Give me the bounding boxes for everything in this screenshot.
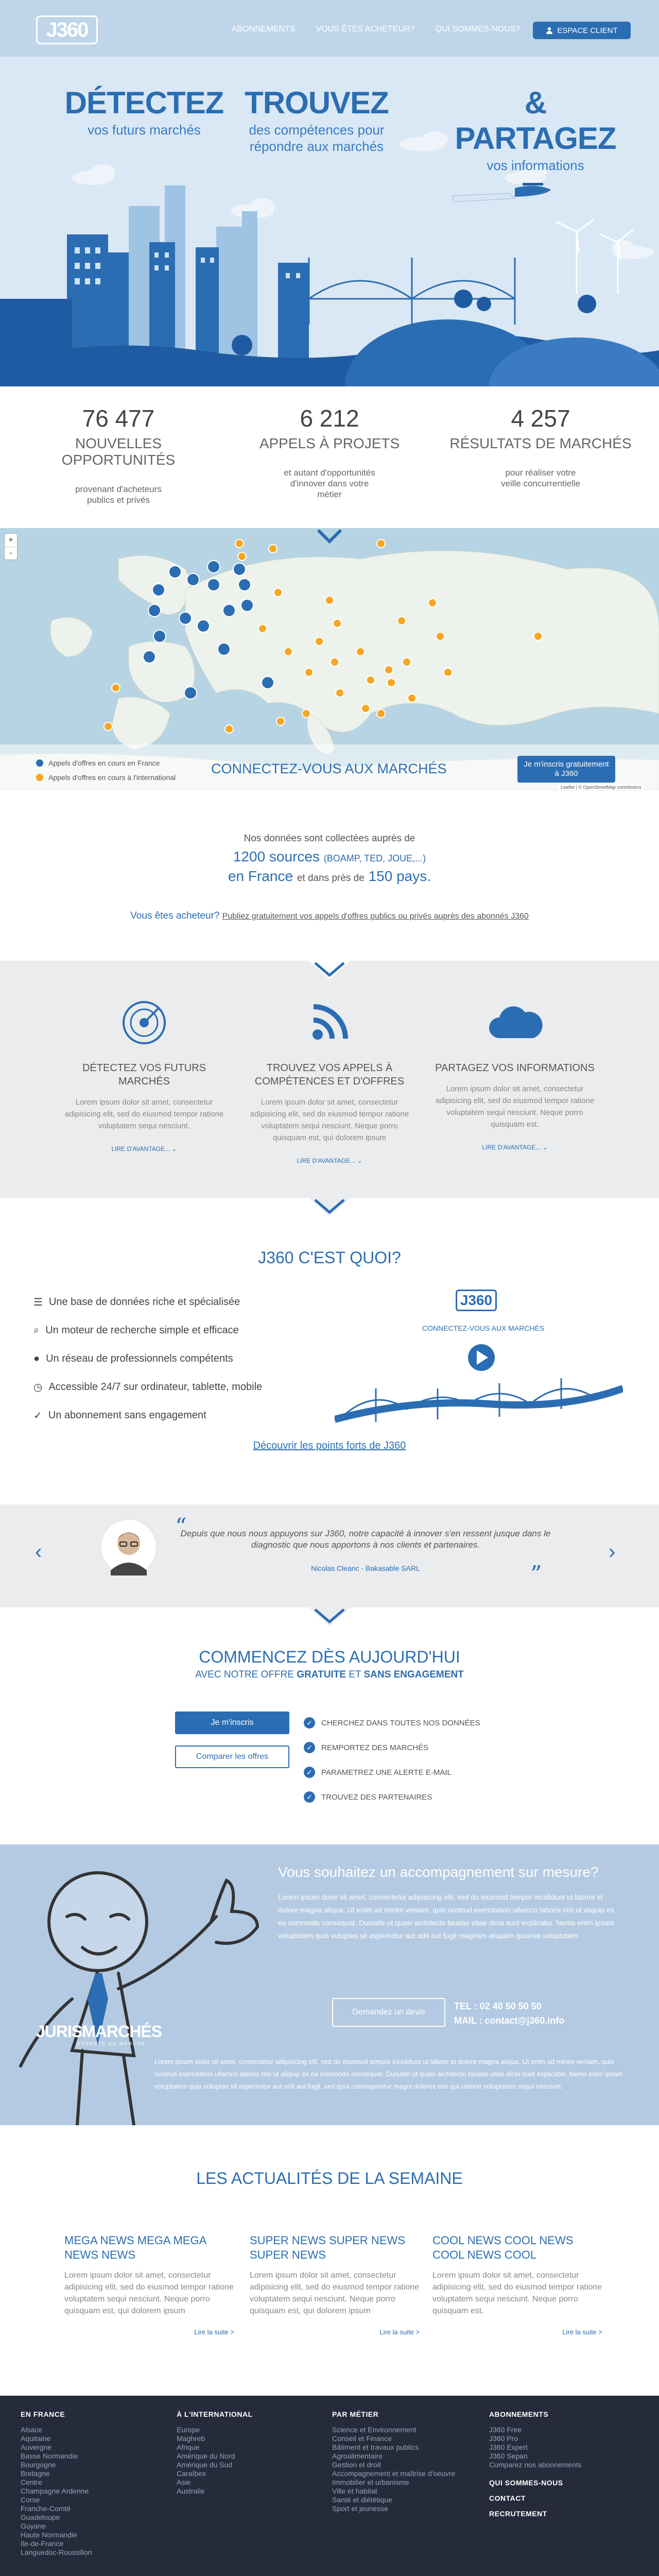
- sources-countries: 150 pays.: [368, 868, 431, 884]
- about-item-label: Un réseau de professionnels compétents: [46, 1353, 233, 1364]
- marker-france[interactable]: [262, 676, 274, 689]
- cta-section: [0, 1607, 659, 1844]
- stat-appels: [232, 404, 427, 500]
- footer-link[interactable]: Amérique du Sud: [177, 2461, 233, 2469]
- about-strengths-link[interactable]: Découvrir les points forts de J360: [253, 1440, 406, 1451]
- hero-subtitle: vos futurs marchés: [88, 122, 201, 138]
- news-card: [432, 2233, 602, 2336]
- map-signup-button[interactable]: Je m'inscris gratuitement à J360: [517, 756, 615, 783]
- marker-france[interactable]: [169, 566, 181, 578]
- feature-title: PARTAGEZ VOS INFORMATIONS: [435, 1062, 595, 1074]
- footer-link[interactable]: J360 Free: [489, 2426, 522, 2434]
- users-icon: ●: [33, 1353, 40, 1364]
- news-section: [0, 2125, 659, 2396]
- footer-link[interactable]: Sport et jeunesse: [332, 2504, 388, 2513]
- footer-link[interactable]: Basse Normandie: [21, 2452, 78, 2460]
- testimonial-quote: Depuis que nous nous appuyons sur J360, notre capacité à innover s'en ressent jusque dans le diagnostic que nous apportons à nos clients et partenaires.: [180, 1529, 551, 1550]
- prev-arrow-icon[interactable]: ‹: [35, 1540, 42, 1563]
- espace-client-label: ESPACE CLIENT: [557, 26, 618, 35]
- sources-intro: Nos données sont collectées auprès de: [244, 833, 415, 844]
- footer-link[interactable]: J360 Expert: [489, 2443, 528, 2451]
- footer-heading: À L'INTERNATIONAL: [177, 2410, 253, 2418]
- footer-link[interactable]: Asie: [177, 2478, 191, 2486]
- footer-link[interactable]: Accompagnement et maîtrise d'oeuvre: [332, 2469, 456, 2478]
- nav-qui-sommes-nous[interactable]: QUI SOMMES-NOUS?: [435, 25, 521, 33]
- stat-number: 76 477: [82, 405, 155, 432]
- footer-col-france: [21, 2410, 160, 2557]
- j360-logo[interactable]: J360: [36, 15, 98, 44]
- clock-icon: ◷: [33, 1382, 43, 1393]
- footer-links: [332, 2426, 471, 2513]
- marker-france[interactable]: [152, 584, 165, 596]
- footer-link[interactable]: Auvergne: [21, 2443, 51, 2451]
- zoom-in-button[interactable]: +: [5, 534, 17, 547]
- footer-link[interactable]: J360 Sepan: [489, 2452, 528, 2460]
- contact-info: [454, 1999, 564, 2028]
- news-card: [64, 2233, 234, 2336]
- sources-section: [0, 791, 659, 961]
- marker-international[interactable]: [387, 679, 395, 687]
- about-section: [0, 1198, 659, 1504]
- marker-france[interactable]: [187, 573, 199, 586]
- map-attribution[interactable]: Leaflet | © OpenStreetMap contributors: [559, 785, 644, 790]
- accompaniment-bottom-text: Lorem ipsum dolor sit amet, consectetur adipisicing elit, sed do eiusmod tempor incididunt ut labore et dolore magna aliqua. Ut enim ad minim veniam, quis nostrud exercitation ullamco laboris nisi ut aliquip ex ea commodo consequat. Duisaite ut quasi architecto beatae vitae dicta sunt explicabo. Nemo enim ipsam voluptatem quia voluptas sit aspernatur aut odit aut fugit, sed quia consequuntur magni dolores eos qui ratione voluptatem sequi nesciunt.: [154, 2058, 623, 2090]
- footer-link[interactable]: Afrique: [177, 2443, 200, 2451]
- footer-link[interactable]: J360 Pro: [489, 2434, 518, 2443]
- accompaniment-text: Lorem ipsum dolor sit amet, consectetur adipisicing elit, sed do eiusmod tempor incididunt ut labore et dolore magna aliqua. Ut enim ad minim veniam, quis nostrud exercitation ullamco laboris nisi ut aliquip ex ea commodo consequat. Duisaite ut quasi architecto beatae vitae dicta sunt explicabo. Nemo enim ipsam voluptatem quia voluptas sit aspernatur aut odit aut fugit magnam aliquam quaerat voluptatem.: [278, 1893, 614, 1940]
- marker-international[interactable]: [284, 648, 292, 656]
- chevron-down-icon: ⌄: [357, 1157, 362, 1164]
- marker-international[interactable]: [238, 552, 246, 561]
- footer-link[interactable]: Conseil et Finance: [332, 2434, 392, 2443]
- hero-partagez: [443, 85, 628, 174]
- marker-france[interactable]: [207, 561, 220, 573]
- marker-france[interactable]: [184, 687, 197, 699]
- accompaniment-title: Vous souhaitez un accompagnement sur mesure?: [278, 1864, 599, 1880]
- chevron-down-icon: ⌄: [171, 1145, 177, 1153]
- zoom-out-button[interactable]: -: [9, 549, 12, 557]
- jurismarches-brand: JURISMARCHÉS: [36, 2022, 162, 2041]
- markets-map[interactable]: [0, 528, 659, 791]
- marker-international[interactable]: [104, 722, 112, 731]
- feature-title: TROUVEZ VOS APPELS À COMPÉTENCES ET D'OFFRES: [254, 1062, 405, 1087]
- testimonial-author: Nicolas Cleanc - Bakasable SARL: [311, 1564, 420, 1572]
- footer-contact[interactable]: CONTACT: [489, 2494, 526, 2502]
- footer-link[interactable]: Science et Environnement: [332, 2426, 417, 2434]
- marker-international[interactable]: [269, 545, 277, 553]
- hero-detectez: [51, 85, 237, 138]
- benefit-label: CHERCHEZ DANS TOUTES NOS DONNÉES: [321, 1718, 480, 1727]
- footer-link[interactable]: Ville et habitat: [332, 2487, 377, 2495]
- map-legend: [36, 756, 176, 785]
- main-nav: [232, 25, 520, 34]
- sources-list: (BOAMP, TED, JOUE,...): [323, 853, 426, 863]
- testimonial-section: [0, 1504, 659, 1607]
- stat-number: 4 257: [511, 405, 570, 432]
- search-icon: ⌕: [33, 1325, 40, 1336]
- cta-title: COMMENCEZ DÈS AUJOURD'HUI: [199, 1648, 460, 1666]
- marker-international[interactable]: [367, 676, 375, 684]
- hero-subtitle: vos informations: [487, 158, 584, 173]
- benefit-item: [304, 1760, 480, 1785]
- feature-read-more[interactable]: [59, 1145, 229, 1153]
- chevron-down-icon: ⌄: [542, 1144, 548, 1151]
- footer-link[interactable]: Bretagne: [21, 2469, 50, 2478]
- cta-benefits: [304, 1710, 480, 1809]
- about-list: [33, 1288, 262, 1430]
- stat-label: RÉSULTATS DE MARCHÉS: [449, 435, 632, 451]
- marker-international[interactable]: [385, 666, 393, 674]
- footer-link[interactable]: Guadeloupe: [21, 2513, 60, 2521]
- feature-read-more[interactable]: [430, 1144, 600, 1151]
- marker-international[interactable]: [274, 588, 282, 597]
- marker-international[interactable]: [356, 648, 365, 656]
- footer-link[interactable]: Maghreb: [177, 2434, 205, 2443]
- check-icon: ✓: [304, 1791, 315, 1803]
- marker-international[interactable]: [361, 704, 370, 713]
- nav-acheteur[interactable]: VOUS ÊTES ACHETEUR?: [316, 25, 415, 33]
- about-title: J360 C'EST QUOI?: [258, 1248, 401, 1267]
- news-read-more[interactable]: Lire la suite >: [562, 2328, 602, 2336]
- marker-international[interactable]: [258, 624, 267, 633]
- about-item-label: Un abonnement sans engagement: [48, 1410, 206, 1421]
- feature-partagez: [430, 999, 600, 1151]
- hero-trouvez: [224, 85, 409, 155]
- sources-number: 1200 sources: [233, 849, 320, 865]
- read-more-label: LIRE D'AVANTAGE...: [482, 1144, 541, 1151]
- marker-international[interactable]: [276, 717, 285, 725]
- stat-number: 6 212: [300, 405, 359, 432]
- footer-link[interactable]: Immobilier et urbanisme: [332, 2478, 409, 2486]
- feature-read-more[interactable]: [245, 1157, 414, 1164]
- thumbs-up-icon: ✓: [33, 1410, 42, 1421]
- footer-link[interactable]: Santé et diététique: [332, 2496, 392, 2504]
- cta-subtitle: [0, 1669, 659, 1681]
- stat-description: provenant d'acheteurs publics et privés: [75, 484, 162, 505]
- marker-international[interactable]: [325, 596, 334, 604]
- footer-link[interactable]: Caraïbes: [177, 2469, 206, 2478]
- target-icon: [121, 999, 167, 1046]
- marker-international[interactable]: [428, 599, 437, 607]
- marker-france[interactable]: [179, 612, 192, 624]
- marker-france[interactable]: [223, 604, 235, 617]
- chevron-down-icon: [314, 528, 345, 546]
- about-connect-text: CONNECTEZ-VOUS AUX MARCHÉS: [422, 1324, 545, 1332]
- marker-france[interactable]: [143, 651, 155, 663]
- footer-links: [489, 2426, 628, 2469]
- footer-col-abonnements: [489, 2410, 628, 2525]
- contact-phone[interactable]: TEL : 02 40 50 50 50: [454, 2001, 542, 2011]
- marker-france[interactable]: [207, 579, 220, 591]
- stat-label: NOUVELLES OPPORTUNITÉS: [61, 435, 176, 468]
- marker-international[interactable]: [225, 725, 233, 733]
- footer-links: [177, 2426, 316, 2496]
- footer-link[interactable]: Bâtiment et travaux publics: [332, 2443, 419, 2451]
- marker-international[interactable]: [377, 709, 385, 718]
- cta-sub-b: GRATUITE: [297, 1669, 346, 1680]
- marker-france[interactable]: [238, 579, 251, 591]
- footer-link[interactable]: Europe: [177, 2426, 200, 2434]
- map-cta-text: CONNECTEZ-VOUS AUX MARCHÉS: [211, 761, 447, 776]
- news-card-text: Lorem ipsum dolor sit amet, consectetur adipisicing elit, sed do eiusmod tempor ratione voluptatem sequi nesciunt. Neque porro quisquam est, qui dolorem ipsum: [250, 2271, 420, 2315]
- footer-link[interactable]: Amérique du Nord: [177, 2452, 235, 2460]
- benefit-item: [304, 1785, 480, 1809]
- marker-international[interactable]: [397, 617, 406, 625]
- about-item-label: Accessible 24/7 sur ordinateur, tablette, mobile: [48, 1381, 263, 1393]
- about-item: [33, 1288, 262, 1316]
- about-item: [33, 1373, 262, 1401]
- accompaniment-section: [0, 1844, 659, 2125]
- request-quote-button[interactable]: Demandez un devis: [332, 1998, 445, 2027]
- legend-international: Appels d'offres en cours à l'international: [48, 773, 176, 782]
- marker-international[interactable]: [112, 684, 120, 692]
- footer-link[interactable]: Aquitaine: [21, 2434, 51, 2443]
- footer-heading: ABONNEMENTS: [489, 2410, 549, 2418]
- sources-france: en France: [228, 868, 293, 884]
- feature-text: Lorem ipsum dolor sit amet, consectetur adipisicing elit, sed do eiusmod tempor ratione voluptatem sequi nesciunt. Neque porro quisquam est, qui dolorem ipsum: [250, 1098, 409, 1142]
- buyer-question: Vous êtes acheteur?: [130, 910, 220, 921]
- feature-text: Lorem ipsum dolor sit amet, consectetur adipisicing elit, sed do eiusmod tempor ratione voluptatem sequi nesciunt.: [64, 1098, 224, 1130]
- site-header: [0, 0, 659, 57]
- news-card-title[interactable]: COOL NEWS COOL NEWS COOL NEWS COOL: [432, 2234, 574, 2261]
- footer-link[interactable]: Gestion et droit: [332, 2461, 381, 2469]
- hero-banner: [0, 57, 659, 386]
- about-item: [33, 1316, 262, 1345]
- news-read-more[interactable]: Lire la suite >: [379, 2328, 420, 2336]
- compare-offers-button[interactable]: Comparer les offres: [175, 1745, 289, 1768]
- footer-col-international: [177, 2410, 316, 2496]
- news-card-text: Lorem ipsum dolor sit amet, consectetur adipisicing elit, sed do eiusmod tempor ratione voluptatem sequi nesciunt. Neque porro quisquam est.: [432, 2271, 602, 2315]
- stats-section: [0, 386, 659, 528]
- hero-title: TROUVEZ: [245, 86, 389, 120]
- legend-dot-france: [36, 759, 43, 767]
- footer-link[interactable]: Champagne Ardenne: [21, 2487, 89, 2495]
- news-card-title[interactable]: SUPER NEWS SUPER NEWS SUPER NEWS: [250, 2234, 405, 2261]
- marker-international[interactable]: [235, 539, 244, 548]
- feature-trouvez: [245, 999, 414, 1164]
- marker-international[interactable]: [408, 694, 416, 702]
- bridge-illustration: [335, 1332, 623, 1435]
- marker-international[interactable]: [331, 658, 339, 666]
- marker-international[interactable]: [377, 539, 385, 548]
- benefit-label: PARAMETREZ UNE ALERTE E-MAIL: [321, 1768, 452, 1777]
- site-footer: [0, 2396, 659, 2576]
- footer-link[interactable]: Franche-Comté: [21, 2504, 71, 2513]
- feature-detectez: [59, 999, 229, 1153]
- map-legend-bar: [0, 744, 659, 791]
- news-read-more[interactable]: Lire la suite >: [194, 2328, 234, 2336]
- footer-link[interactable]: Haute Normandie: [21, 2531, 77, 2539]
- sources-scope: [0, 868, 659, 885]
- marker-france[interactable]: [233, 563, 246, 575]
- cta-sub-c: ET: [349, 1669, 361, 1680]
- zoom-control: [4, 533, 18, 560]
- stat-description: et autant d'opportunités d'innover dans votre métier: [284, 468, 375, 499]
- marker-international[interactable]: [302, 709, 310, 718]
- rss-icon: [306, 999, 353, 1046]
- footer-link[interactable]: Alsace: [21, 2426, 43, 2434]
- about-item-label: Un moteur de recherche simple et efficace: [45, 1325, 239, 1336]
- benefit-item: [304, 1735, 480, 1760]
- footer-link[interactable]: Guyane: [21, 2522, 46, 2530]
- footer-heading: PAR MÉTIER: [332, 2410, 379, 2418]
- marker-france[interactable]: [148, 604, 161, 617]
- next-arrow-icon[interactable]: ›: [609, 1540, 616, 1563]
- buyer-publish-link[interactable]: Publiez gratuitement vos appels d'offres publics ou privés auprès des abonnés J360: [222, 912, 529, 921]
- footer-link[interactable]: Bourgogne: [21, 2461, 56, 2469]
- marker-international[interactable]: [305, 668, 313, 676]
- news-card-title[interactable]: MEGA NEWS MEGA MEGA NEWS NEWS: [64, 2234, 206, 2261]
- marker-international[interactable]: [333, 619, 341, 628]
- cta-sub-d: SANS ENGAGEMENT: [363, 1669, 464, 1680]
- feature-text: Lorem ipsum dolor sit amet, consectetur adipisicing elit, sed do eiusmod tempor ratione voluptatem sequi nesciunt. Neque porro quisquam est.: [435, 1084, 595, 1129]
- j360-logo-small: J360: [456, 1290, 497, 1311]
- jurismarches-tagline: EXPERTS DU MARCHÉ: [77, 2041, 146, 2046]
- database-icon: ☰: [33, 1297, 43, 1308]
- benefit-label: TROUVEZ DES PARTENAIRES: [321, 1792, 432, 1802]
- contact-mail[interactable]: MAIL : contact@j360.info: [454, 2015, 565, 2026]
- features-section: [0, 961, 659, 1198]
- marker-france[interactable]: [153, 630, 166, 642]
- section-notch: [0, 1607, 659, 1628]
- quote-open-icon: “: [175, 1514, 187, 1540]
- marker-france[interactable]: [218, 643, 230, 655]
- marker-international[interactable]: [534, 632, 542, 640]
- stat-label: APPELS À PROJETS: [259, 435, 400, 451]
- sources-count: [0, 849, 659, 865]
- benefit-label: REMPORTEZ DES MARCHÉS: [321, 1743, 429, 1752]
- marker-international[interactable]: [436, 632, 444, 640]
- check-icon: ✓: [304, 1767, 315, 1778]
- marker-international[interactable]: [444, 668, 452, 676]
- footer-links: [21, 2426, 160, 2557]
- avatar: [100, 1519, 157, 1575]
- hero-title: & PARTAGEZ: [455, 86, 616, 156]
- cta-sub-a: AVEC NOTRE OFFRE: [195, 1669, 294, 1680]
- benefit-item: [304, 1710, 480, 1735]
- news-card-text: Lorem ipsum dolor sit amet, consectetur adipisicing elit, sed do eiusmod tempor ratione voluptatem sequi nesciunt. Neque porro quisquam est, qui dolorem ipsum: [64, 2271, 234, 2315]
- nav-abonnements[interactable]: ABONNEMENTS: [232, 25, 296, 33]
- user-icon: [546, 27, 553, 34]
- signup-button[interactable]: Je m'inscris: [175, 1711, 289, 1734]
- footer-link[interactable]: Corse: [21, 2496, 40, 2504]
- check-icon: ✓: [304, 1717, 315, 1728]
- read-more-label: LIRE D'AVANTAGE...: [297, 1157, 356, 1164]
- marker-international[interactable]: [403, 658, 411, 666]
- stat-opportunites: [21, 404, 216, 505]
- section-notch: [0, 1198, 659, 1218]
- footer-recrutement[interactable]: RECRUTEMENT: [489, 2510, 547, 2518]
- about-item-label: Une base de données riche et spécialisée: [48, 1296, 240, 1308]
- footer-heading: EN FRANCE: [21, 2410, 65, 2418]
- footer-link[interactable]: Agroalimentaire: [332, 2452, 383, 2460]
- footer-link[interactable]: Ile-de-France: [21, 2539, 64, 2548]
- hero-title: DÉTECTEZ: [64, 86, 224, 120]
- check-icon: ✓: [304, 1742, 315, 1753]
- stat-resultats: [443, 404, 638, 489]
- feature-title: DÉTECTEZ VOS FUTURS MARCHÉS: [82, 1062, 206, 1087]
- footer-link[interactable]: Centre: [21, 2478, 43, 2486]
- legend-france: Appels d'offres en cours en France: [48, 759, 160, 767]
- footer-link[interactable]: Comparez nos abonnements: [489, 2461, 582, 2469]
- marker-international[interactable]: [315, 637, 323, 646]
- footer-qui-sommes-nous[interactable]: QUI SOMMES-NOUS: [489, 2479, 563, 2487]
- cloud-icon: [487, 999, 543, 1046]
- footer-link[interactable]: Languedoc-Roussillon: [21, 2548, 92, 2556]
- marker-international[interactable]: [336, 689, 344, 697]
- marker-france[interactable]: [197, 620, 210, 632]
- news-card: [250, 2233, 420, 2336]
- footer-link[interactable]: Australie: [177, 2487, 205, 2495]
- buyer-line: [0, 910, 659, 922]
- news-title: LES ACTUALITÉS DE LA SEMAINE: [196, 2169, 463, 2188]
- hero-subtitle: des compétences pour répondre aux marchés: [249, 122, 385, 154]
- section-notch: [0, 961, 659, 981]
- espace-client-button[interactable]: [533, 22, 631, 39]
- about-item: [33, 1345, 262, 1373]
- stat-description: pour réaliser votre veille concurrentielle: [500, 468, 581, 488]
- about-item: [33, 1401, 262, 1430]
- marker-france[interactable]: [241, 599, 253, 612]
- quote-close-icon: ”: [530, 1561, 542, 1587]
- legend-dot-international: [36, 774, 43, 781]
- sources-and: et dans près de: [297, 873, 365, 884]
- read-more-label: LIRE D'AVANTAGE...: [111, 1145, 170, 1153]
- footer-col-metier: [332, 2410, 471, 2513]
